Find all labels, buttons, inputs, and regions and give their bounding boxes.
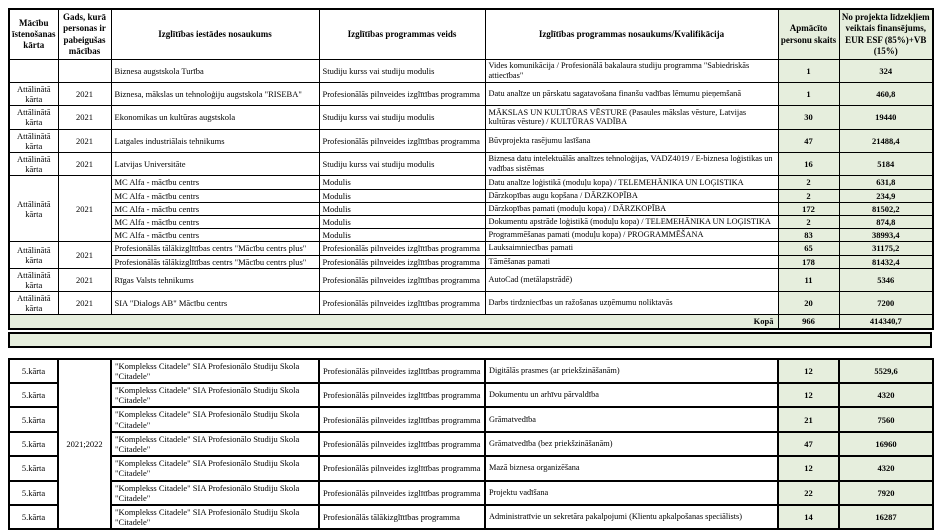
table-row: [9, 229, 933, 242]
cell-karta: [9, 60, 58, 83]
cell-finansejums: 31175,2: [839, 242, 933, 255]
cell-skaits: 30: [778, 106, 839, 129]
cell-iestade: "Komplekss Citadele" SIA Profesionālo Studiju Skola "Citadele": [111, 407, 319, 431]
cell-iestade: MC Alfa - mācību centrs: [111, 229, 319, 242]
cell-veids: Profesionālās pilnveides izglītības programma: [319, 242, 485, 255]
cell-iestade: "Komplekss Citadele" SIA Profesionālo Studiju Skola "Citadele": [111, 383, 319, 407]
cell-programma: Projektu vadīšana: [485, 481, 778, 505]
table-row: [9, 383, 933, 407]
cell-iestade: MC Alfa - mācību centrs: [111, 176, 319, 189]
cell-veids: Modulis: [319, 176, 485, 189]
cell-skaits: 2: [778, 189, 839, 202]
cell-gads: 2021: [58, 242, 111, 268]
cell-iestade: MC Alfa - mācību centrs: [111, 202, 319, 215]
cell-finansejums: 16960: [839, 432, 933, 456]
cell-programma: Programmēšanas pamati (moduļu kopa) / PROGRAMMĒŠANA: [485, 229, 778, 242]
table-row: [9, 432, 933, 456]
table-1-body: [9, 60, 933, 315]
cell-karta: 5.kārta: [9, 383, 58, 407]
cell-veids: Profesionālās pilnveides izglītības programma: [319, 292, 485, 315]
cell-iestade: Latgales industriālais tehnikums: [111, 129, 319, 152]
cell-iestade: MC Alfa - mācību centrs: [111, 215, 319, 228]
cell-programma: Digitālās prasmes (ar priekšzināšanām): [485, 359, 778, 383]
cell-skaits: 1: [778, 82, 839, 105]
cell-finansejums: 16287: [839, 505, 933, 529]
table-row: [9, 456, 933, 480]
cell-veids: Profesionālās pilnveides izglītības programma: [319, 268, 485, 291]
cell-iestade: "Komplekss Citadele" SIA Profesionālo Studiju Skola "Citadele": [111, 456, 319, 480]
cell-programma: Administratīvie un sekretāra pakalpojumi (Klientu apkalpošanas speciālists): [485, 505, 778, 529]
cell-gads: 2021: [58, 176, 111, 242]
cell-skaits: 22: [778, 481, 839, 505]
cell-skaits: 14: [778, 505, 839, 529]
separator-band: [8, 332, 932, 348]
table-row: [9, 292, 933, 315]
cell-iestade: MC Alfa - mācību centrs: [111, 189, 319, 202]
separator-band-cell: [9, 333, 931, 347]
table-row: [9, 176, 933, 189]
cell-veids: Studiju kurss vai studiju modulis: [319, 153, 485, 176]
cell-skaits: 47: [778, 432, 839, 456]
cell-finansejums: 7200: [839, 292, 933, 315]
table-row: [9, 153, 933, 176]
cell-gads: 2021: [58, 292, 111, 315]
cell-veids: Profesionālās pilnveides izglītības programma: [319, 407, 485, 431]
table-row: [9, 82, 933, 105]
cell-programma: Lauksaimniecības pamati: [485, 242, 778, 255]
cell-skaits: 65: [778, 242, 839, 255]
cell-karta: Attālinātā kārta: [9, 82, 58, 105]
cell-veids: Modulis: [319, 189, 485, 202]
cell-skaits: 12: [778, 383, 839, 407]
table-row: [9, 189, 933, 202]
cell-veids: Modulis: [319, 229, 485, 242]
cell-finansejums: 21488,4: [839, 129, 933, 152]
cell-skaits: 12: [778, 359, 839, 383]
cell-skaits: 11: [778, 268, 839, 291]
cell-programma: Dārzkopības pamati (moduļu kopa) / DĀRZKOPĪBA: [485, 202, 778, 215]
table-row: [9, 129, 933, 152]
table-row: [9, 242, 933, 255]
cell-finansejums: 4320: [839, 456, 933, 480]
cell-veids: Modulis: [319, 202, 485, 215]
cell-finansejums: 7560: [839, 407, 933, 431]
total-persons-count: 966: [778, 315, 839, 329]
cell-veids: Profesionālās pilnveides izglītības programma: [319, 383, 485, 407]
cell-skaits: 16: [778, 153, 839, 176]
cell-karta: Attālinātā kārta: [9, 176, 58, 242]
cell-iestade: "Komplekss Citadele" SIA Profesionālo Studiju Skola "Citadele": [111, 505, 319, 529]
training-results-table-2: [8, 358, 934, 530]
cell-skaits: 83: [778, 229, 839, 242]
table-row: [9, 359, 933, 383]
cell-iestade: "Komplekss Citadele" SIA Profesionālo Studiju Skola "Citadele": [111, 432, 319, 456]
cell-skaits: 172: [778, 202, 839, 215]
total-funding: 414340,7: [839, 315, 933, 329]
total-label: Kopā: [9, 315, 778, 329]
cell-gads: 2021: [58, 153, 111, 176]
cell-veids: Profesionālās pilnveides izglītības programma: [319, 456, 485, 480]
cell-veids: Profesionālās pilnveides izglītības programma: [319, 255, 485, 268]
cell-karta: Attālinātā kārta: [9, 106, 58, 129]
cell-veids: Studiju kurss vai studiju modulis: [319, 106, 485, 129]
cell-karta: 5.kārta: [9, 505, 58, 529]
cell-karta: Attālinātā kārta: [9, 292, 58, 315]
cell-programma: Būvprojekta rasējumu lasīšana: [485, 129, 778, 152]
cell-veids: Profesionālās pilnveides izglītības programma: [319, 432, 485, 456]
cell-iestade: Biznesa augstskola Turība: [111, 60, 319, 83]
cell-karta: 5.kārta: [9, 432, 58, 456]
cell-gads: 2021: [58, 82, 111, 105]
cell-skaits: 2: [778, 176, 839, 189]
cell-finansejums: 5346: [839, 268, 933, 291]
cell-programma: Dokumentu un arhīvu pārvaldība: [485, 383, 778, 407]
cell-gads: 2021: [58, 268, 111, 291]
separator-band-row: [9, 333, 931, 347]
cell-finansejums: 5529,6: [839, 359, 933, 383]
training-results-table-1: [8, 8, 934, 330]
cell-programma: AutoCad (metālapstrādē): [485, 268, 778, 291]
cell-iestade: Profesionālās tālākizglītības centrs "Mācību centrs plus": [111, 255, 319, 268]
cell-iestade: Profesionālās tālākizglītības centrs "Mācību centrs plus": [111, 242, 319, 255]
column-header-iestade: Izglītības iestādes nosaukums: [111, 9, 319, 60]
cell-skaits: 2: [778, 215, 839, 228]
cell-finansejums: 4320: [839, 383, 933, 407]
cell-veids: Profesionālās pilnveides izglītības programma: [319, 82, 485, 105]
cell-skaits: 47: [778, 129, 839, 152]
cell-veids: Profesionālās pilnveides izglītības programma: [319, 481, 485, 505]
cell-iestade: "Komplekss Citadele" SIA Profesionālo Studiju Skola "Citadele": [111, 359, 319, 383]
cell-skaits: 178: [778, 255, 839, 268]
cell-iestade: Ekonomikas un kultūras augstskola: [111, 106, 319, 129]
cell-iestade: Rīgas Valsts tehnikums: [111, 268, 319, 291]
table-row: [9, 268, 933, 291]
cell-karta: Attālinātā kārta: [9, 129, 58, 152]
cell-gads: 2021;2022: [58, 359, 111, 530]
cell-karta: 5.kārta: [9, 407, 58, 431]
cell-programma: Grāmatvedība (bez priekšzināšanām): [485, 432, 778, 456]
cell-iestade: SIA "Dialogs AB" Mācību centrs: [111, 292, 319, 315]
column-header-karta: Mācību īstenošanas kārta: [9, 9, 58, 60]
cell-gads: [58, 60, 111, 83]
cell-skaits: 1: [778, 60, 839, 83]
cell-gads: 2021: [58, 106, 111, 129]
cell-finansejums: 81432,4: [839, 255, 933, 268]
table-row: [9, 215, 933, 228]
table-row: [9, 407, 933, 431]
cell-veids: Profesionālās pilnveides izglītības programma: [319, 359, 485, 383]
cell-karta: 5.kārta: [9, 456, 58, 480]
cell-karta: Attālinātā kārta: [9, 268, 58, 291]
cell-iestade: Biznesa, mākslas un tehnoloģiju augstskola "RISEBA": [111, 82, 319, 105]
cell-karta: 5.kārta: [9, 359, 58, 383]
cell-finansejums: 81502,2: [839, 202, 933, 215]
cell-programma: Darbs tirdzniecības un ražošanas uzņēmumu noliktavās: [485, 292, 778, 315]
cell-programma: Dārzkopības augu kopšana / DĀRZKOPĪBA: [485, 189, 778, 202]
cell-programma: Grāmatvedība: [485, 407, 778, 431]
column-header-skaits: Apmācīto personu skaits: [778, 9, 839, 60]
table-row: [9, 505, 933, 529]
column-header-gads: Gads, kurā personas ir pabeigušas mācības: [58, 9, 111, 60]
header-row: [9, 9, 933, 60]
cell-programma: Biznesa datu intelektuālās analīzes tehnoloģijas, VADZ4019 / E-biznesa loģistikas un vadības sistēmas: [485, 153, 778, 176]
table-row: [9, 106, 933, 129]
cell-iestade: Latvijas Universitāte: [111, 153, 319, 176]
cell-programma: Vides komunikācija / Profesionālā bakalaura studiju programma "Sabiedriskās attiecības": [485, 60, 778, 83]
cell-finansejums: 38993,4: [839, 229, 933, 242]
cell-finansejums: 874,8: [839, 215, 933, 228]
cell-finansejums: 234,9: [839, 189, 933, 202]
column-header-programma: Izglītības programmas nosaukums/Kvalifikācija: [485, 9, 778, 60]
cell-iestade: "Komplekss Citadele" SIA Profesionālo Studiju Skola "Citadele": [111, 481, 319, 505]
cell-karta: 5.kārta: [9, 481, 58, 505]
cell-finansejums: 631,8: [839, 176, 933, 189]
cell-veids: Modulis: [319, 215, 485, 228]
cell-finansejums: 19440: [839, 106, 933, 129]
cell-programma: Dokumentu apstrāde loģistikā (moduļu kopa) / TELEMEHĀNIKA UN LOĢISTIKA: [485, 215, 778, 228]
table-header: [9, 9, 933, 60]
cell-finansejums: 324: [839, 60, 933, 83]
cell-veids: Profesionālās tālākizglītības programma: [319, 505, 485, 529]
table-row: [9, 202, 933, 215]
cell-finansejums: 460,8: [839, 82, 933, 105]
cell-finansejums: 7920: [839, 481, 933, 505]
cell-finansejums: 5184: [839, 153, 933, 176]
cell-programma: Mazā biznesa organizēšana: [485, 456, 778, 480]
cell-veids: Studiju kurss vai studiju modulis: [319, 60, 485, 83]
cell-skaits: 20: [778, 292, 839, 315]
cell-programma: Datu analīze loģistikā (moduļu kopa) / TELEMEHĀNIKA UN LOĢISTIKA: [485, 176, 778, 189]
table-1-footer: [9, 315, 933, 329]
column-header-finansejums: No projekta līdzekļiem veiktais finansējums, EUR ESF (85%)+VB (15%): [839, 9, 933, 60]
cell-programma: Tāmēšanas pamati: [485, 255, 778, 268]
table-row: [9, 481, 933, 505]
cell-karta: Attālinātā kārta: [9, 242, 58, 268]
cell-veids: Profesionālās pilnveides izglītības programma: [319, 129, 485, 152]
column-header-veids: Izglītības programmas veids: [319, 9, 485, 60]
total-row: [9, 315, 933, 329]
cell-programma: MĀKSLAS UN KULTŪRAS VĒSTURE (Pasaules mākslas vēsture, Latvijas kultūras vēsture) / KULTŪRAS VADĪBA: [485, 106, 778, 129]
cell-skaits: 12: [778, 456, 839, 480]
cell-karta: Attālinātā kārta: [9, 153, 58, 176]
cell-programma: Datu analīze un pārskatu sagatavošana finanšu vadības lēmumu pieņemšanā: [485, 82, 778, 105]
table-row: [9, 60, 933, 83]
cell-skaits: 21: [778, 407, 839, 431]
cell-gads: 2021: [58, 129, 111, 152]
table-row: [9, 255, 933, 268]
table-2-body: [9, 359, 933, 530]
